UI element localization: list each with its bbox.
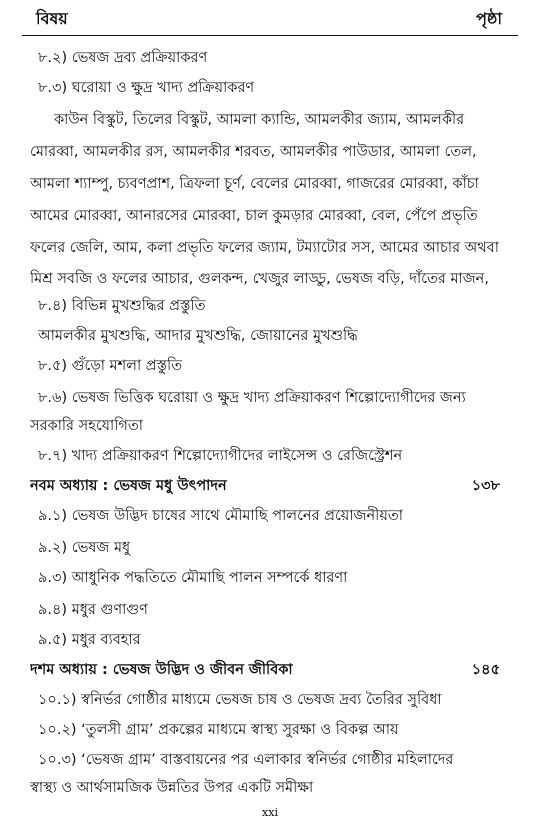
toc-entry-9-1: ৯.১) ভেষজ উদ্ভিদ চাষের সাথে মৌমাছি পালনের প্রয়োজনীয়তা xyxy=(38,508,403,524)
toc-text-line: ফলের জেলি, আম, কলা প্রভৃতি ফলের জ্যাম, টম্যাটোর সস, আমের আচার অথবা xyxy=(30,240,499,256)
toc-entry-8-7: ৮.৭) খাদ্য প্রক্রিয়াকরণ শিল্পোদ্যোগীদের লাইসেন্স ও রেজিস্ট্রেশন xyxy=(38,448,403,464)
toc-entry-9-2: ৯.২) ভেষজ মধু xyxy=(38,540,131,556)
toc-entry-8-6: ৮.৬) ভেষজ ভিত্তিক ঘরোয়া ও ক্ষুদ্র খাদ্য প্রক্রিয়াকরণ শিল্পোদ্যোগীদের জন্য xyxy=(38,390,466,406)
chapter-heading-10 xyxy=(30,658,500,682)
toc-entry-9-3: ৯.৩) আধুনিক পদ্ধতিতে মৌমাছি পালন সম্পর্কে ধারণা xyxy=(38,570,348,586)
chapter-page: ১৪৫ xyxy=(471,662,500,678)
toc-entry-9-5: ৯.৫) মধুর ব্যবহার xyxy=(38,632,141,648)
header-page: পৃষ্ঠা xyxy=(476,9,502,28)
toc-text-line: মিশ্র সবজি ও ফলের আচার, গুলকন্দ, খেজুর লাড্ডু, ভেষজ বড়ি, দাঁতের মাজন, xyxy=(30,271,489,287)
toc-text-line: কাউন বিস্কুট, তিলের বিস্কুট, আমলা ক্যান্ডি, আমলকীর জ্যাম, আমলকীর xyxy=(54,112,465,128)
toc-text-line: আমলকীর মুখশুদ্ধি, আদার মুখশুদ্ধি, জোয়ানের মুখশুদ্ধি xyxy=(38,328,358,344)
toc-entry-10-3: ১০.৩) ‘ভেষজ গ্রাম’ বাস্তবায়নের পর এলাকার স্বনির্ভর গোষ্ঠীর মহিলাদের xyxy=(38,752,454,768)
page-number: xxi xyxy=(262,806,278,819)
chapter-title: দশম অধ্যায় : ভেষজ উদ্ভিদ ও জীবন জীবিকা xyxy=(30,662,293,678)
toc-entry-8-2: ৮.২) ভেষজ দ্রব্য প্রক্রিয়াকরণ xyxy=(38,50,208,66)
chapter-page: ১৩৮ xyxy=(471,478,500,494)
chapter-title: নবম অধ্যায় : ভেষজ মধু উৎপাদন xyxy=(30,478,227,494)
toc-text-line: স্বাস্থ্য ও আর্থসামজিক উন্নতির উপর একটি সমীক্ষা xyxy=(30,780,314,796)
toc-text-line: সরকারি সহযোগিতা xyxy=(30,418,143,434)
toc-entry-10-1: ১০.১) স্বনির্ভর গোষ্ঠীর মাধ্যমে ভেষজ চাষ ও ভেষজ দ্রব্য তৈরির সুবিধা xyxy=(38,692,442,708)
toc-entry-9-4: ৯.৪) মধুর গুণাগুণ xyxy=(38,602,148,618)
toc-entry-8-4: ৮.৪) বিভিন্ন মুখশুদ্ধির প্রস্তুতি xyxy=(38,298,206,314)
chapter-heading-9 xyxy=(30,474,500,498)
toc-entry-8-3: ৮.৩) ঘরোয়া ও ক্ষুদ্র খাদ্য প্রক্রিয়াকরণ xyxy=(38,80,255,96)
toc-entry-8-5: ৮.৫) গুঁড়ো মশলা প্রস্তুতি xyxy=(38,358,183,374)
toc-text-line: আমলা শ্যাম্পু, চ্যবণপ্রাশ, ত্রিফলা চূর্ণ, বেলের মোরব্বা, গাজরের মোরব্বা, কাঁচা xyxy=(30,176,479,192)
toc-entry-10-2: ১০.২) ‘তুলসী গ্রাম’ প্রকল্পের মাধ্যমে স্বাস্থ্য সুরক্ষা ও বিকল্প আয় xyxy=(38,722,399,738)
header-subject: বিষয় xyxy=(36,9,68,28)
toc-header xyxy=(22,10,518,36)
toc-text-line: আমের মোরব্বা, আনারসের মোরব্বা, চাল কুমড়ার মোরব্বা, বেল, পেঁপে প্রভৃতি xyxy=(30,208,478,224)
toc-text-line: মোরব্বা, আমলকীর রস, আমলকীর শরবত, আমলকীর পাউডার, আমলা তেল, xyxy=(30,144,477,160)
